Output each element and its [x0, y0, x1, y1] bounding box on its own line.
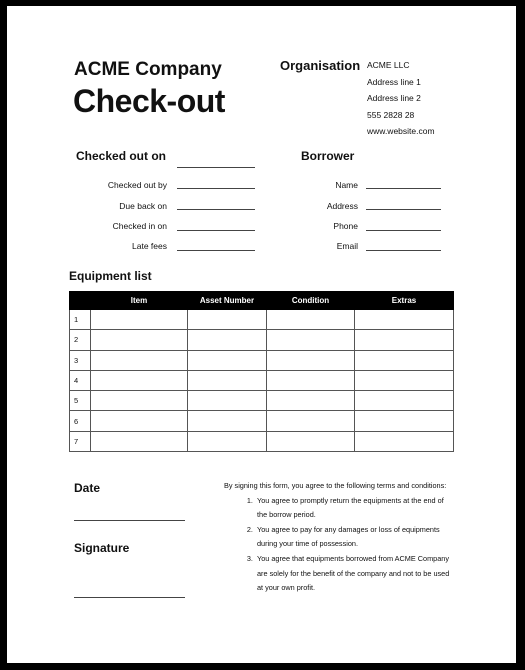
- borrower-heading: Borrower: [301, 149, 355, 163]
- asset-number-cell[interactable]: [188, 330, 267, 350]
- checked-out-by-label: Checked out by: [107, 180, 167, 190]
- signature-label: Signature: [74, 541, 130, 555]
- asset-number-cell[interactable]: [188, 350, 267, 370]
- item-cell[interactable]: [91, 330, 188, 350]
- extras-cell[interactable]: [355, 431, 454, 451]
- row-number: 1: [70, 310, 91, 330]
- date-field[interactable]: [74, 520, 185, 521]
- late-fees-field[interactable]: [177, 250, 255, 251]
- table-row: [70, 370, 454, 390]
- row-number: 7: [70, 431, 91, 451]
- item-cell[interactable]: [91, 431, 188, 451]
- condition-cell[interactable]: [267, 330, 355, 350]
- terms-list: [224, 494, 454, 596]
- row-number: 5: [70, 391, 91, 411]
- terms-item: 2. You agree to pay for any damages or loss of equipments during your time of possession.: [255, 523, 454, 552]
- row-number: 4: [70, 370, 91, 390]
- checked-out-by-field[interactable]: [177, 188, 255, 189]
- signature-field[interactable]: [74, 597, 185, 598]
- equipment-header-row: [70, 292, 454, 310]
- name-label: Name: [335, 180, 358, 190]
- extras-cell[interactable]: [355, 370, 454, 390]
- equipment-list-heading: Equipment list: [69, 269, 152, 283]
- org-line: Address line 2: [367, 93, 421, 103]
- column-header-item: Item: [91, 292, 188, 310]
- item-cell[interactable]: [91, 370, 188, 390]
- checked-out-on-field[interactable]: [177, 167, 255, 168]
- item-cell[interactable]: [91, 391, 188, 411]
- condition-cell[interactable]: [267, 350, 355, 370]
- column-header-number: [70, 292, 91, 310]
- checked-in-on-label: Checked in on: [112, 221, 167, 231]
- table-row: [70, 310, 454, 330]
- row-number: 2: [70, 330, 91, 350]
- organisation-details: [367, 57, 435, 140]
- item-cell[interactable]: [91, 310, 188, 330]
- document-title: Check-out: [73, 83, 225, 119]
- extras-cell[interactable]: [355, 391, 454, 411]
- table-row: [70, 330, 454, 350]
- terms-and-conditions: [224, 479, 454, 596]
- asset-number-cell[interactable]: [188, 370, 267, 390]
- form-page: [7, 6, 516, 663]
- due-back-on-field[interactable]: [177, 209, 255, 210]
- email-label: Email: [336, 241, 358, 251]
- terms-item: 1. You agree to promptly return the equipments at the end of the borrow period.: [255, 494, 454, 523]
- org-line: www.website.com: [367, 126, 435, 136]
- name-field[interactable]: [366, 188, 441, 189]
- org-line: 555 2828 28: [367, 109, 415, 120]
- condition-cell[interactable]: [267, 310, 355, 330]
- asset-number-cell[interactable]: [188, 411, 267, 431]
- condition-cell[interactable]: [267, 411, 355, 431]
- item-cell[interactable]: [91, 350, 188, 370]
- phone-label: Phone: [333, 221, 358, 231]
- table-row: [70, 350, 454, 370]
- organisation-label: Organisation: [280, 58, 361, 73]
- table-row: [70, 391, 454, 411]
- table-row: [70, 411, 454, 431]
- terms-intro: By signing this form, you agree to the following terms and conditions:: [224, 481, 447, 490]
- asset-number-cell[interactable]: [188, 391, 267, 411]
- date-label: Date: [74, 481, 101, 495]
- column-header-extras: Extras: [355, 292, 454, 310]
- condition-cell[interactable]: [267, 391, 355, 411]
- table-row: [70, 431, 454, 451]
- asset-number-cell[interactable]: [188, 431, 267, 451]
- phone-field[interactable]: [366, 230, 441, 231]
- address-field[interactable]: [366, 209, 441, 210]
- item-cell[interactable]: [91, 411, 188, 431]
- asset-number-cell[interactable]: [188, 310, 267, 330]
- condition-cell[interactable]: [267, 431, 355, 451]
- terms-item: 3. You agree that equipments borrowed from ACME Company are solely for the benefit of the company and not to be used at your own profit.: [255, 552, 454, 596]
- column-header-condition: Condition: [267, 292, 355, 310]
- company-name: ACME Company: [74, 59, 222, 80]
- condition-cell[interactable]: [267, 370, 355, 390]
- email-field[interactable]: [366, 250, 441, 251]
- extras-cell[interactable]: [355, 330, 454, 350]
- row-number: 3: [70, 350, 91, 370]
- org-line: Address line 1: [367, 76, 421, 87]
- late-fees-label: Late fees: [132, 241, 167, 251]
- checked-out-on-heading: Checked out on: [76, 149, 167, 163]
- checked-in-on-field[interactable]: [177, 230, 255, 231]
- org-line: ACME LLC: [367, 60, 410, 70]
- extras-cell[interactable]: [355, 350, 454, 370]
- row-number: 6: [70, 411, 91, 431]
- extras-cell[interactable]: [355, 411, 454, 431]
- column-header-asset-number: Asset Number: [188, 292, 267, 310]
- due-back-on-label: Due back on: [119, 201, 167, 211]
- equipment-table: [69, 291, 454, 452]
- address-label: Address: [326, 201, 358, 211]
- extras-cell[interactable]: [355, 310, 454, 330]
